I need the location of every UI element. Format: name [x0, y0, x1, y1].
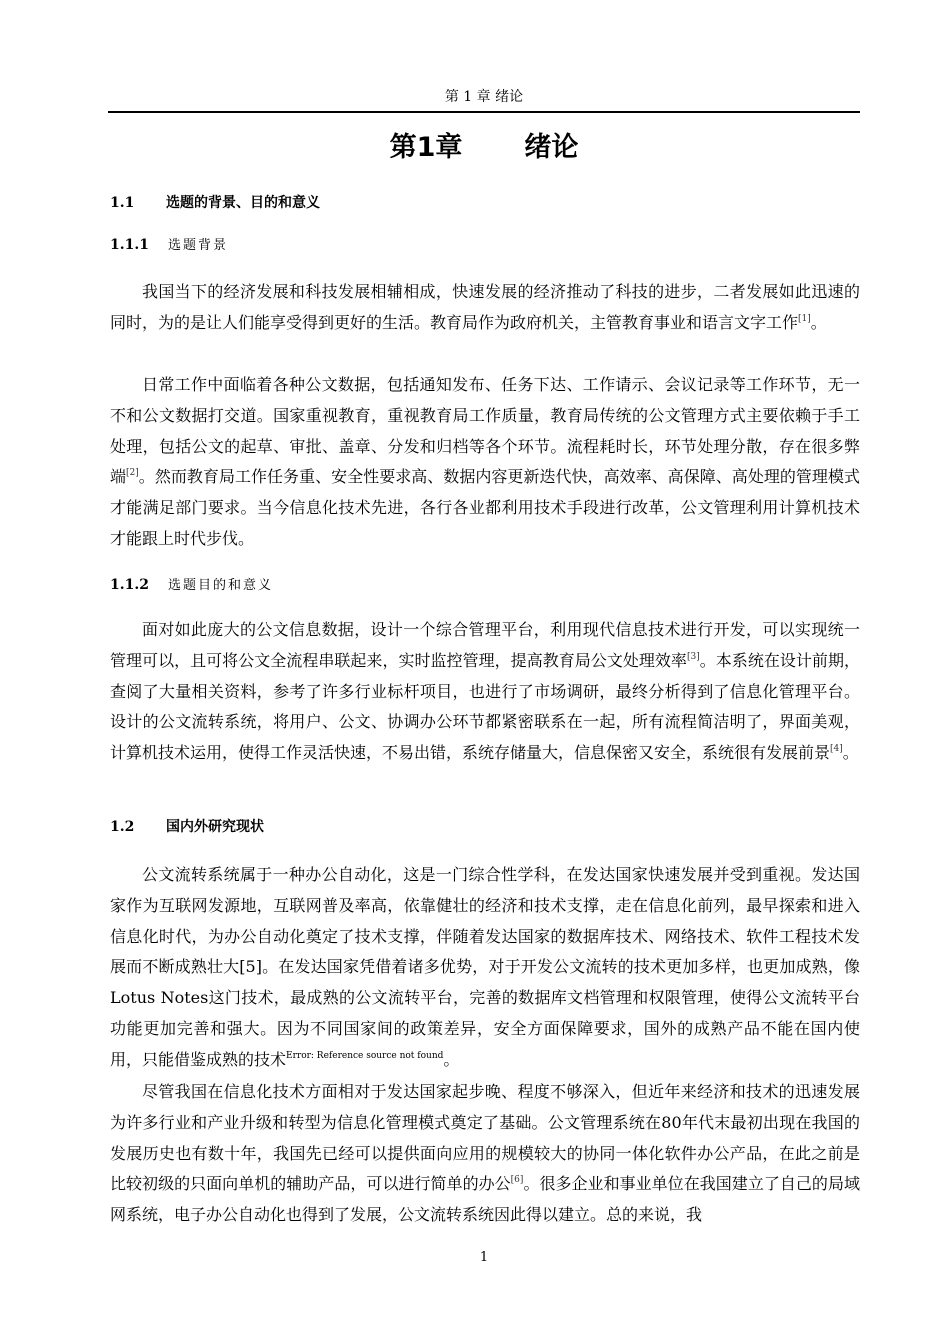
- chapter-name: 绪论: [524, 132, 579, 163]
- paragraph-3: [110, 615, 860, 769]
- section-heading-1-1: [110, 192, 320, 214]
- paragraph-4: [110, 860, 860, 1076]
- citation-ref: [3]: [686, 651, 700, 662]
- section-number: 1.1: [110, 195, 135, 211]
- citation-ref: [2]: [126, 468, 139, 479]
- section-heading-1-2: [110, 816, 264, 838]
- paragraph-text: 公文流转系统属于一种办公自动化，这是一门综合性学科，在发达国家快速发展并受到重视。发达国家作为互联网发源地，互联网普及率高，依靠健壮的经济和技术支撑，走在信息化前列，最早探索和进入信息化时代，为办公自动化奠定了技术支撑，伴随着发达国家的数据库技术、网络技术、软件工程技术发展而不断成熟壮大[5]。在发达国家凭借着诸多优势，对于开发公文流转的技术更加多样，也更加成熟，像Lotus Notes这门技术，最成熟的公文流转平台，完善的数据库文档管理和权限管理，使得公文流转平台功能更加完善和强大。因为不同国家间的政策差异，安全方面保障要求，国外的成熟产品不能在国内使用，只能借鉴成熟的技术: [110, 865, 860, 1069]
- citation-ref: [1]: [798, 313, 811, 324]
- running-header: 第 1 章 绪论: [444, 89, 524, 105]
- paragraph-text: 面对如此庞大的公文信息数据，设计一个综合管理平台，利用现代信息技术进行开发，可以实现统一管理可以，且可将公文全流程串联起来，实时监控管理，提高教育局公文处理效率: [110, 620, 860, 670]
- paragraph-1: [110, 277, 860, 339]
- paragraph-end: 。: [810, 312, 827, 332]
- paragraph-text: 尽管我国在信息化技术方面相对于发达国家起步晚、程度不够深入，但近年来经济和技术的迅速发展为许多行业和产业升级和转型为信息化管理模式奠定了基础。公文管理系统在80年代末最初出现在我国的发展历史也有数十年，我国先已经可以提供面向应用的规模较大的协同一体化软件办公产品，在此之前是比较初级的只面向单机的辅助产品，可以进行简单的办公: [110, 1082, 860, 1194]
- citation-ref: [4]: [830, 744, 843, 755]
- paragraph-2: [110, 370, 860, 555]
- paragraph-text: 。很多企业和事业单位在我国建立了自己的局域网系统，电子办公自动化也得到了发展，公文流转系统因此得以建立。总的来说，我: [110, 1174, 860, 1225]
- section-title: 选题的背景、目的和意义: [166, 195, 320, 211]
- section-number: 1.1.2: [110, 577, 149, 593]
- paragraph-text: 日常工作中面临着各种公文数据，包括通知发布、任务下达、工作请示、会议记录等工作环节，无一不和公文数据打交道。国家重视教育，重视教育局工作质量，教育局传统的公文管理方式主要依赖于手工处理，包括公文的起草、审批、盖章、分发和归档等各个环节。流程耗时长，环节处理分散，存在很多弊端: [110, 375, 860, 487]
- subsection-heading-1-1-2: [110, 574, 273, 597]
- paragraph-5: [110, 1077, 860, 1231]
- chapter-title: [108, 128, 860, 168]
- subsection-heading-1-1-1: [110, 234, 228, 257]
- paragraph-end: 。: [842, 743, 859, 763]
- section-title: 选题目的和意义: [168, 578, 274, 593]
- page-number: 1: [479, 1250, 489, 1265]
- header-rule: [108, 111, 860, 113]
- section-number: 1.1.1: [110, 237, 149, 253]
- paragraph-text: 我国当下的经济发展和科技发展相辅相成，快速发展的经济推动了科技的进步，二者发展如此迅速的同时，为的是让人们能享受得到更好的生活。教育局作为政府机关，主管教育事业和语言文字工作: [110, 282, 860, 332]
- paragraph-end: 。: [443, 1049, 460, 1069]
- reference-error: Error: Reference source not found: [286, 1050, 444, 1061]
- paragraph-text: 。本系统在设计前期，查阅了大量相关资料，参考了许多行业标杆项目，也进行了市场调研，最终分析得到了信息化管理平台。设计的公文流转系统，将用户、公文、协调办公环节都紧密联系在一起，所有流程简洁明了，界面美观，计算机技术运用，使得工作灵活快速，不易出错，系统存储量大，信息保密又安全，系统很有发展前景: [110, 650, 860, 763]
- section-title: 选题背景: [168, 238, 229, 253]
- section-number: 1.2: [110, 819, 135, 835]
- chapter-label: 第1章: [389, 132, 463, 163]
- paragraph-text: 。然而教育局工作任务重、安全性要求高、数据内容更新迭代快，高效率、高保障、高处理的管理模式才能满足部门要求。当今信息化技术先进，各行各业都利用技术手段进行改革，公文管理利用计算机技术才能跟上时代步伐。: [110, 467, 860, 548]
- citation-ref: [6]: [510, 1175, 524, 1186]
- section-title: 国内外研究现状: [166, 819, 264, 835]
